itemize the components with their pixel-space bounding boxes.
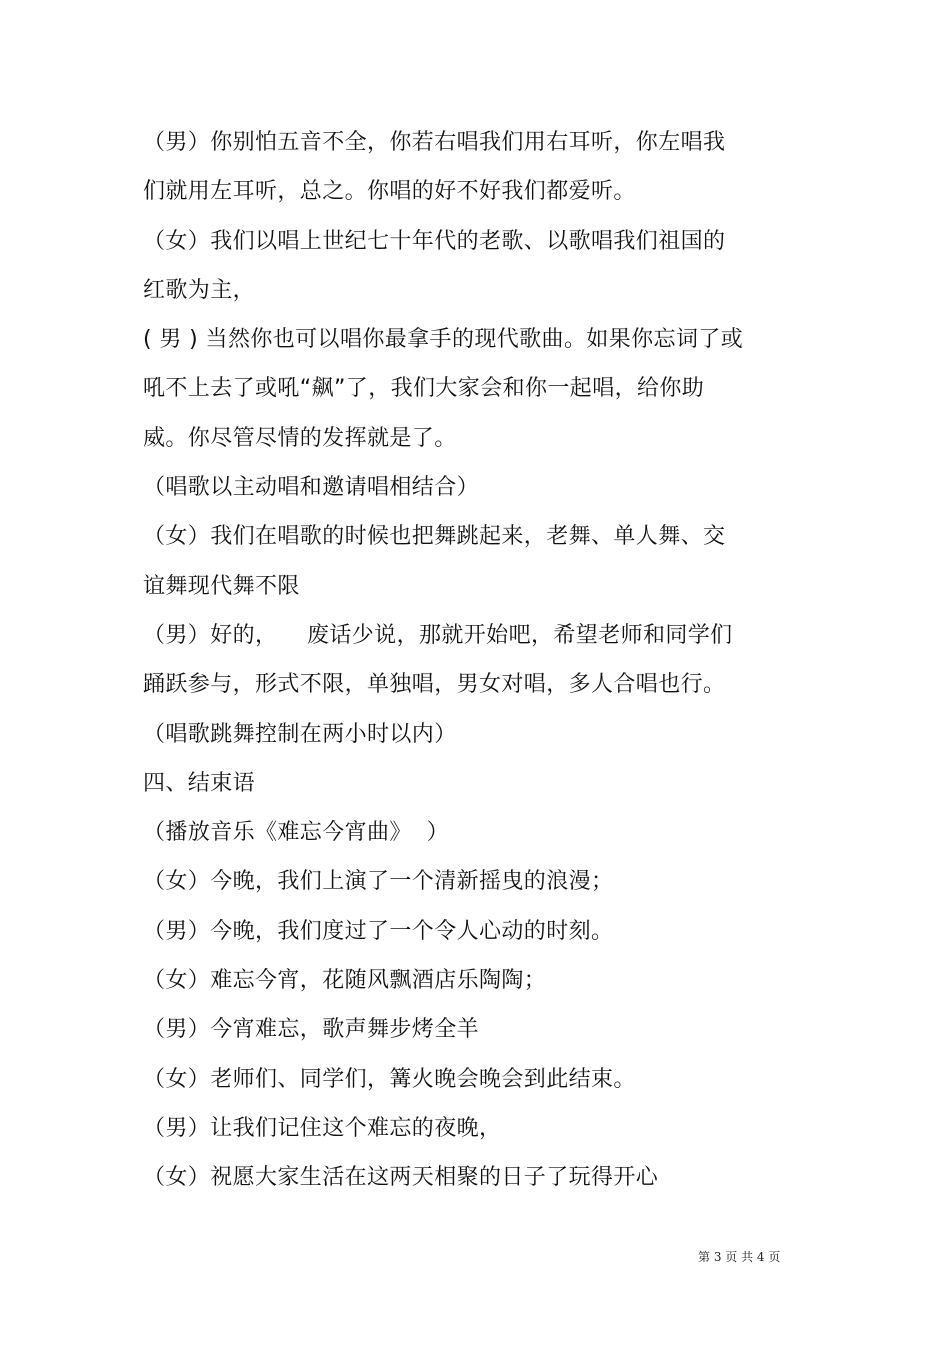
text-line: （播放音乐《难忘今宵曲》 ） [143,820,449,846]
text-line: （唱歌跳舞控制在两小时以内） [143,721,457,747]
text-line: （女）我们以唱上世纪七十年代的老歌、以歌唱我们祖国的 [143,228,726,254]
text-line: （女）祝愿大家生活在这两天相聚的日子了玩得开心 [143,1165,659,1191]
document-body [143,118,763,1203]
section-heading: 四、结束语 [143,770,256,796]
text-line: 威。你尽管尽情的发挥就是了。 [143,425,457,451]
text-line: （男）今宵难忘，歌声舞步烤全羊 [143,1017,480,1043]
text-line: （女）我们在唱歌的时候也把舞跳起来，老舞、单人舞、交 [143,524,726,550]
text-line: （男）让我们记住这个难忘的夜晚， [143,1115,502,1141]
page-number: 第 3 页 共 4 页 [698,1250,781,1264]
text-line: 吼不上去了或吼“飙”了，我们大家会和你一起唱，给你助 [143,376,705,402]
text-line: （女）难忘今宵，花随风飘酒店乐陶陶； [143,968,547,994]
text-line: （男）你别怕五音不全，你若右唱我们用右耳听，你左唱我 [143,130,726,155]
text-line: （女）老师们、同学们，篝火晚会晚会到此结束。 [143,1066,636,1092]
text-line: （女）今晚，我们上演了一个清新摇曳的浪漫； [143,869,614,895]
text-line: 们就用左耳听，总之。你唱的好不好我们都爱听。 [143,179,636,205]
text-line: 踊跃参与，形式不限，单独唱，男女对唱，多人合唱也行。 [143,672,726,698]
text-line: ( 男 ) 当然你也可以唱你最拿手的现代歌曲。如果你忘词了或 [143,327,744,353]
text-line: 谊舞现代舞不限 [143,573,300,599]
text-line: （男）今晚，我们度过了一个令人心动的时刻。 [143,918,614,944]
text-line: （唱歌以主动唱和邀请唱相结合） [143,475,480,501]
text-line: （男）好的， 废话少说，那就开始吧，希望老师和同学们 [143,622,733,648]
text-line: 红歌为主， [143,277,256,303]
